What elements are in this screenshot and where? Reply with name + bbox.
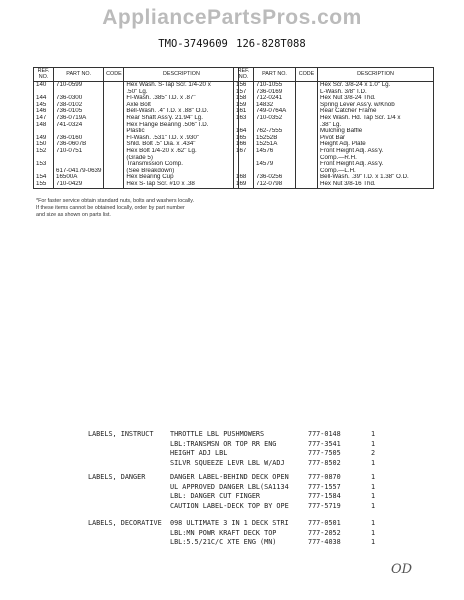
description-cell: .50" Lg. [124,89,239,96]
part-no-cell [54,155,104,162]
description-cell: Rear Catcher Frame [318,108,434,115]
part-no-cell [254,168,296,175]
description-cell: Shld. Bolt .5" Dia. x .434" [124,141,239,148]
code-cell [104,128,124,135]
code-cell [104,148,124,155]
part-no-cell: 749-0764A [254,108,296,115]
parts-table-left [33,67,239,189]
table-row [34,174,239,181]
table-row [234,122,434,129]
description-cell: Fl-Wash. .531" I.D. x .930" [124,135,239,142]
code-cell [296,89,318,96]
ref-no-cell: 163 [234,115,254,122]
description-cell: Pivot Bar [318,135,434,142]
table-row [34,148,239,155]
table-row [34,141,239,148]
code-cell [104,141,124,148]
code-cell [296,155,318,162]
label-description: LBL: DANGER CUT FINGER [170,492,261,500]
ref-no-cell [34,128,54,135]
label-description: UL APPROVED DANGER LBL(SA1134 [170,482,289,491]
code-cell [296,128,318,135]
code-cell [296,82,318,89]
part-no-cell: 710-0352 [254,115,296,122]
table-row [234,102,434,109]
code-cell [296,181,318,188]
description-cell: Comp.—L.H. [318,168,434,175]
table-row [234,161,434,168]
ref-no-cell: 167 [234,148,254,155]
table-row [34,128,239,135]
description-cell: Transmission Comp. [124,161,239,168]
label-row [88,529,388,538]
ref-no-cell: 146 [34,108,54,115]
description-header: DESCRIPTION [318,68,434,82]
description-cell: Hex Flange Bearing .506" I.D. [124,122,239,129]
description-cell: Mulching Baffle [318,128,434,135]
description-cell: Front Height Adj. Ass'y. [318,148,434,155]
table-row [234,108,434,115]
handwritten-mark: OD [391,562,413,577]
ref-no-cell [234,155,254,162]
code-cell [104,102,124,109]
part-no-cell: 710-0599 [54,82,104,89]
label-quantity: 1 [371,519,376,527]
table-row [234,155,434,162]
ref-no-cell [234,122,254,129]
label-description: LBL:MN POWR KRAFT DECK TOP [170,528,277,537]
part-no-cell: 15252B [254,135,296,142]
label-category: LABELS, DANGER [88,473,146,481]
code-cell [296,135,318,142]
table-row [34,89,239,96]
table-row [234,181,434,188]
ref-no-cell: 168 [234,174,254,181]
label-part-number: 777-0501 [308,519,341,527]
part-no-header: PART NO. [254,68,296,82]
note-line: and size as shown on parts list. [36,212,111,218]
label-part-number: 777-8502 [308,458,341,467]
description-cell: Hex Nut 3/8-16 Thd. [318,181,434,188]
code-cell [296,95,318,102]
code-header: CODE [296,68,318,82]
part-no-cell: 736-0607B [54,141,104,148]
label-row [88,492,388,501]
ref-no-cell [34,168,54,175]
label-part-number: 777-0870 [308,473,341,481]
ref-no-cell [34,155,54,162]
label-part-number: 777-5719 [308,501,341,510]
code-cell [104,155,124,162]
part-no-cell: 710-0429 [54,181,104,188]
label-category: LABELS, INSTRUCT [88,430,154,438]
part-no-cell [54,161,104,168]
label-description: CAUTION LABEL-DECK TOP BY OPE [170,501,289,510]
ref-no-header: REF. NO. [34,68,54,82]
code-cell [296,148,318,155]
site-watermark-title: AppliancePartsPros.com [102,6,362,29]
ref-no-cell [234,161,254,168]
code-cell [104,181,124,188]
code-cell [104,82,124,89]
description-cell: Fl-Wash. .385" I.D. x .87" [124,95,239,102]
part-no-cell: 762-7555 [254,128,296,135]
description-cell: Rear Shaft Ass'y. 21.94" Lg. [124,115,239,122]
part-no-cell: 15251A [254,141,296,148]
label-row [88,459,388,468]
part-no-cell: 736-0105 [54,108,104,115]
code-cell [104,122,124,129]
label-quantity: 1 [371,528,376,537]
label-row [88,473,388,482]
description-cell: Bell-Wash. .39" I.D. x 1.38" O.D. [318,174,434,181]
ref-no-cell: 149 [34,135,54,142]
table-row [34,155,239,162]
part-no-cell [254,155,296,162]
table-row [34,82,239,89]
part-no-cell: 736-0719A [54,115,104,122]
label-part-number: 777-7505 [308,449,341,457]
table-row [234,115,434,122]
description-cell: Hex Bearing Cup [124,174,239,181]
code-cell [104,95,124,102]
table-row [34,122,239,129]
ref-no-cell: 157 [234,89,254,96]
description-cell: Height Adj. Plate [318,141,434,148]
label-description: HEIGHT ADJ LBL [170,449,228,457]
code-cell [104,168,124,175]
ref-no-cell: 155 [34,181,54,188]
table-row [234,174,434,181]
part-no-cell: 736-0300 [54,95,104,102]
label-row [88,440,388,449]
ref-no-cell: 147 [34,115,54,122]
ref-no-cell: 164 [234,128,254,135]
label-part-number: 777-4038 [308,538,341,546]
parts-table-right [233,67,434,189]
note-line: If these items cannot be obtained locally, order by part number [36,205,185,211]
table-row [234,148,434,155]
code-cell [104,135,124,142]
label-quantity: 1 [371,501,376,510]
label-category: LABELS, DECORATIVE [88,519,162,527]
ref-no-cell [234,168,254,175]
description-cell: Hex Wash. Hd. Tap Scr. 1/4 x [318,115,434,122]
table-row [34,161,239,168]
label-row [88,502,388,511]
code-cell [104,161,124,168]
label-part-number: 777-1557 [308,482,341,491]
code-cell [104,89,124,96]
label-row [88,449,388,458]
note-line: *For faster service obtain standard nuts, bolts and washers locally. [36,198,195,204]
table-row [34,102,239,109]
label-row [88,430,388,439]
label-row [88,538,388,547]
ref-no-cell: 145 [34,102,54,109]
description-cell: Hex Wash. S-Tap Scr. 1/4-20 x [124,82,239,89]
part-no-cell: 14579 [254,161,296,168]
label-row [88,483,388,492]
label-description: THROTTLE LBL PUSHMOWERS [170,430,265,438]
model-numbers: TMO-3749609 126-828T088 [158,38,306,50]
table-row [234,141,434,148]
part-no-cell [54,89,104,96]
description-cell: Plastic [124,128,239,135]
description-cell: Hex S-Tap Scr. #10 x .38 [124,181,239,188]
part-no-cell [254,122,296,129]
part-no-cell: 14576 [254,148,296,155]
part-no-cell: 617-04179-0639 [54,168,104,175]
code-cell [104,108,124,115]
description-cell: Front Height Adj. Ass'y. [318,161,434,168]
part-no-cell: 712-0798 [254,181,296,188]
table-row [34,115,239,122]
label-part-number: 777-0148 [308,430,341,438]
table-row [234,89,434,96]
label-quantity: 1 [371,538,376,546]
ref-no-cell: 158 [234,95,254,102]
label-part-number: 777-3541 [308,439,341,448]
label-quantity: 1 [371,458,376,467]
label-description: 098 ULTIMATE 3 IN 1 DECK STRI [170,519,289,527]
label-quantity: 1 [371,430,376,438]
ref-no-cell: 153 [34,161,54,168]
code-cell [296,108,318,115]
description-cell: (Grade 5) [124,155,239,162]
code-cell [296,174,318,181]
part-no-cell: 741-0324 [54,122,104,129]
part-no-cell: 736-0160 [54,135,104,142]
description-cell: Hex Bolt 1/4-20 x .62" Lg. [124,148,239,155]
part-no-cell: 712-0241 [254,95,296,102]
label-part-number: 777-2052 [308,528,341,537]
description-cell: Comp.—R.H. [318,155,434,162]
code-cell [296,115,318,122]
description-header: DESCRIPTION [124,68,239,82]
ref-no-cell: 165 [234,135,254,142]
description-cell: Axle Bolt [124,102,239,109]
part-no-header: PART NO. [54,68,104,82]
parts-notes [36,198,194,219]
table-row [34,95,239,102]
part-no-cell: 736-0169 [254,89,296,96]
code-cell [296,102,318,109]
label-description: LBL:TRANSMSN OR TOP RR ENG [170,439,277,448]
label-part-number: 777-1584 [308,492,341,500]
ref-no-cell: 140 [34,82,54,89]
ref-no-cell: 166 [234,141,254,148]
ref-no-cell [34,89,54,96]
part-no-cell: 736-0256 [254,174,296,181]
table-row [34,108,239,115]
label-description: LBL:5.5/21C/C XTE ENG (MN) [170,538,277,546]
ref-no-cell: 144 [34,95,54,102]
part-no-cell: 16500A [54,174,104,181]
ref-no-cell: 159 [234,102,254,109]
label-quantity: 1 [371,492,376,500]
part-no-cell [54,128,104,135]
code-header: CODE [104,68,124,82]
code-cell [296,141,318,148]
description-cell: Bell-Wash. .4" I.D. x .88" O.D. [124,108,239,115]
ref-no-cell: 154 [34,174,54,181]
table-row [234,82,434,89]
part-no-cell: 738-0102 [54,102,104,109]
part-no-cell: 14832 [254,102,296,109]
ref-no-cell: 161 [234,108,254,115]
ref-no-cell: 148 [34,122,54,129]
part-no-cell: 710-1055 [254,82,296,89]
code-cell [104,174,124,181]
label-description: DANGER LABEL-BEHIND DECK OPEN [170,473,289,481]
ref-no-cell: 169 [234,181,254,188]
code-cell [104,115,124,122]
table-row [34,181,239,188]
description-cell: .38" Lg. [318,122,434,129]
label-description: SILVR SQUEEZE LEVR LBL W/ADJ [170,458,285,467]
description-cell: Hex Scr. 3/8-24 x 1.0" Lg. [318,82,434,89]
label-quantity: 1 [371,482,376,491]
ref-no-cell: 156 [234,82,254,89]
table-row [234,135,434,142]
label-quantity: 1 [371,473,376,481]
table-row [234,128,434,135]
code-cell [296,168,318,175]
table-row [34,168,239,175]
description-cell: Hex Nut 3/8-24 Thd. [318,95,434,102]
table-row [234,95,434,102]
code-cell [296,122,318,129]
table-row [34,135,239,142]
ref-no-header: REF. NO. [234,68,254,82]
table-row [234,168,434,175]
description-cell: Spring Lever Ass'y. w/Knob [318,102,434,109]
label-row [88,519,388,528]
label-quantity: 1 [371,439,376,448]
ref-no-cell: 152 [34,148,54,155]
code-cell [296,161,318,168]
description-cell: (See Breakdown) [124,168,239,175]
ref-no-cell: 150 [34,141,54,148]
description-cell: L-Wash. 3/8" I.D. [318,89,434,96]
label-quantity: 2 [371,449,376,457]
part-no-cell: 710-0751 [54,148,104,155]
